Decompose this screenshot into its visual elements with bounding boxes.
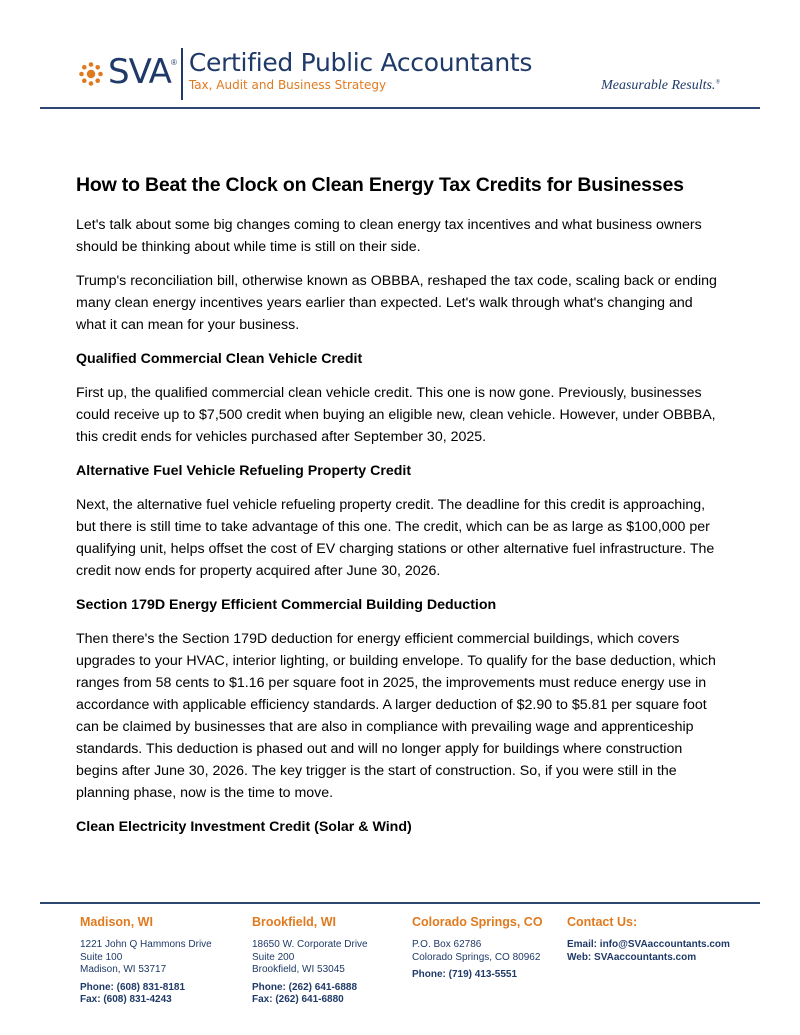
contact-us <box>567 914 730 964</box>
slogan-text: Measurable Results. <box>601 78 716 93</box>
office-madison <box>80 914 212 1007</box>
address-line: Suite 100 <box>80 951 123 963</box>
address-line: Colorado Springs, CO 80962 <box>412 951 541 963</box>
slogan-registered-mark: ® <box>715 79 720 86</box>
section-heading: Qualified Commercial Clean Vehicle Credit <box>76 351 363 367</box>
section-heading: Clean Electricity Investment Credit (Solar & Wind) <box>76 819 412 835</box>
intro-paragraph: Let's talk about some big changes coming to clean energy tax incentives and what business owners should be thinking about while time is still on their side. <box>76 217 702 255</box>
logo-registered-mark: ® <box>170 58 177 67</box>
fax-number: Fax: (262) 641-6880 <box>252 994 344 1005</box>
page-header <box>40 40 760 108</box>
email-link[interactable]: Email: info@SVAaccountants.com <box>567 939 730 950</box>
header-divider <box>40 107 760 109</box>
website-link[interactable]: Web: SVAaccountants.com <box>567 951 697 963</box>
context-paragraph: Trump's reconciliation bill, otherwise known as OBBBA, reshaped the tax code, scaling back or ending many clean energy incentives years earlier than expected. Let's walk through what's changing and what it can mean for your business. <box>76 273 717 333</box>
office-brookfield <box>252 914 368 1007</box>
office-name: Brookfield, WI <box>252 915 337 929</box>
contact-heading: Contact Us: <box>567 915 638 929</box>
page-footer <box>0 914 800 1024</box>
section-heading: Alternative Fuel Vehicle Refueling Property Credit <box>76 463 412 479</box>
article-body <box>76 170 726 850</box>
phone-number: Phone: (608) 831-8181 <box>80 981 186 993</box>
address-line: Madison, WI 53717 <box>80 964 167 975</box>
section-paragraph: First up, the qualified commercial clean vehicle credit. This one is now gone. Previously, businesses could receive up to $7,500 credit when buying an eligible new, clean vehicle. However, under OBBBA, this credit ends for vehicles purchased after September 30, 2025. <box>76 385 716 445</box>
address-line: 1221 John Q Hammons Drive <box>80 939 212 950</box>
office-name: Madison, WI <box>80 915 153 929</box>
fax-number: Fax: (608) 831-4243 <box>80 994 172 1005</box>
sva-logo <box>78 44 532 104</box>
logo-text-block <box>189 44 532 92</box>
sunburst-logo-icon <box>78 61 104 87</box>
address-line: Brookfield, WI 53045 <box>252 964 345 975</box>
firm-title: Certified Public Accountants <box>188 48 533 77</box>
logo-wordmark: SVA <box>108 52 171 92</box>
office-name: Colorado Springs, CO <box>412 915 543 929</box>
logo-divider <box>181 48 183 100</box>
section-paragraph: Next, the alternative fuel vehicle refueling property credit. The deadline for this credit is approaching, but there is still time to take advantage of this one. The credit, which can be as large as $100,000 per qualifying unit, helps offset the cost of EV charging stations or other alternative fuel infrastructure. The credit now ends for property acquired after June 30, 2026. <box>76 497 715 579</box>
firm-tagline: Tax, Audit and Business Strategy <box>188 78 387 92</box>
office-colorado-springs <box>412 914 543 982</box>
section-paragraph: Then there's the Section 179D deduction for energy efficient commercial buildings, which covers upgrades to your HVAC, interior lighting, or building envelope. To qualify for the base deduction, which ranges from 58 cents to $1.16 per square foot in 2025, the improvements must reduce energy use in accordance with applicable efficiency standards. A larger deduction of $2.90 to $5.81 per square foot can be claimed by businesses that are also in compliance with prevailing wage and apprenticeship standards. This deduction is phased out and will no longer apply for buildings where construction begins after June 30, 2026. The key trigger is the start of construction. So, if you were still in the planning phase, now is the time to move. <box>76 631 716 801</box>
address-line: P.O. Box 62786 <box>412 939 482 950</box>
phone-number: Phone: (719) 413-5551 <box>412 969 518 980</box>
section-heading: Section 179D Energy Efficient Commercial Building Deduction <box>76 597 497 613</box>
address-line: 18650 W. Corporate Drive <box>252 939 368 950</box>
page-title: How to Beat the Clock on Clean Energy Tax Credits for Businesses <box>76 174 684 196</box>
footer-divider <box>40 902 760 904</box>
slogan <box>601 78 720 94</box>
phone-number: Phone: (262) 641-6888 <box>252 981 358 993</box>
address-line: Suite 200 <box>252 951 295 963</box>
